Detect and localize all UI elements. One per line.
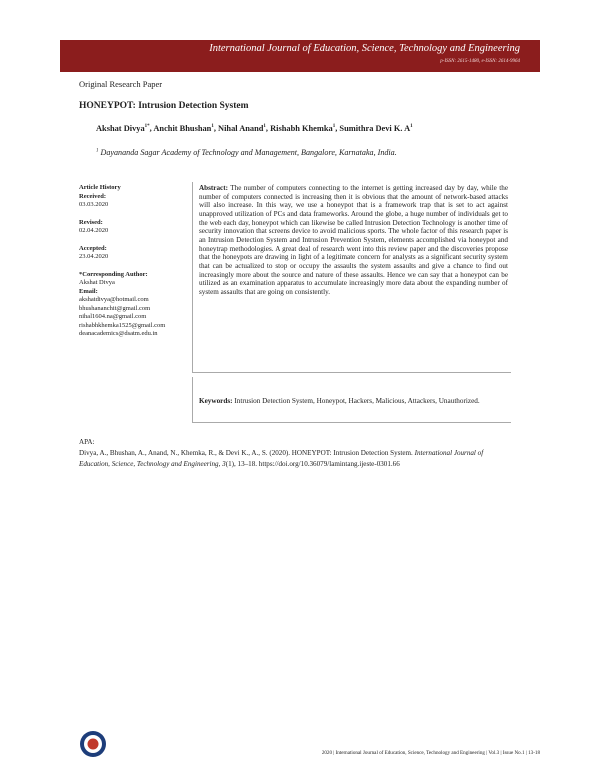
journal-banner — [60, 40, 540, 72]
author-sup: 1 — [410, 124, 413, 130]
article-history — [79, 184, 189, 339]
author-list: Akshat Divya$^{1*}$, Anchit Bhushan$^1$, Nihal Anand$^1$, Rishabh Khemka$^1$, Sumithra Devi K. $A^1$ — [96, 124, 413, 133]
accepted-label: Accepted: — [79, 244, 107, 252]
email-address[interactable]: akshatdivya@hotmail.com — [79, 296, 149, 303]
received-date: 03.03.2020 — [79, 201, 109, 208]
author-sup: 1 — [263, 124, 266, 130]
author-sup: 1 — [332, 124, 336, 130]
abstract-label: Abstract: — [199, 184, 228, 192]
affiliation — [96, 148, 397, 157]
author-name: Akshat Divya — [96, 124, 145, 133]
keywords — [199, 396, 508, 407]
citation-rest[interactable]: (1), 13–18. https://doi.org/10.36079/lamintang.ijeste-0301.66 — [225, 459, 400, 468]
revised-label: Revised: — [79, 218, 103, 226]
abstract-text: The number of computers connecting to the internet is getting increased day by day, while the number of computers connected is increasing then it is obvious that the amount of network-based attacks will also increase. In this way, we use a honeypot that is a framework trap that is set to act against unapproved utilization of PCs and data frameworks. Around the globe, a huge number of individuals get to the web each day, honeypot which can likewise be called Intrusion Detection Technology is another time of security innovation that screens device to avoid malicious sports. The whole factor of this research paper is an Intrusion Detection System and Intrusion Prevention System, elements accomplished via honeypot and honeytrap methodologies. A great deal of research went into this review paper and the discoveries propose that the honeypots are drawing in light of a legitimate concern for analysts as a significant security system that can be actualized to stop or occupy the assaults the system assaults and give a chance to find out increasingly more about the source and nature of these assaults. Hence we can say that a honeypot can be utilized as an examination apparatus to accumulate increasingly more data about the expanding number of system assaults that are going on consistently. — [199, 184, 508, 296]
author-name: Anchit Bhushan — [153, 124, 212, 133]
abstract — [199, 184, 508, 297]
revised-date: 02.04.2020 — [79, 227, 109, 234]
email-address[interactable]: bhushananchit@gmail.com — [79, 304, 151, 312]
history-heading: Article History — [79, 184, 121, 191]
author-sup: 1* — [144, 124, 150, 130]
citation-authors: Divya, A., Bhushan, A., Anand, N., Khemka, R., & Devi K., A., S. (2020). HONEYPOT: Intrusion Detection System. — [79, 448, 413, 457]
logo-core — [88, 739, 99, 750]
paper-type: Original Research Paper — [79, 79, 163, 89]
journal-logo-icon — [79, 730, 107, 758]
received-label: Received: — [79, 192, 107, 200]
keywords-label: Keywords: — [199, 397, 233, 405]
email-address[interactable]: rishabhkhemka1525@gmail.com — [79, 321, 166, 329]
journal-title: International Journal of Education, Science, Technology and Engineering — [209, 43, 520, 54]
accepted-date: 23.04.2020 — [79, 253, 109, 260]
author-name: Rishabh Khemka — [270, 124, 333, 133]
citation — [79, 437, 515, 469]
email-address[interactable]: deanacademics@dsatm.edu.in — [79, 330, 158, 337]
corresponding-name: Akshat Divya — [79, 279, 115, 286]
author-name: Sumithra Devi K. A — [339, 124, 411, 133]
affiliation-text: Dayananda Sagar Academy of Technology and Management, Bangalore, Karnataka, India. — [100, 148, 397, 157]
page-footer: 2020 | International Journal of Education, Science, Technology and Engineering | Vol.3 | Issue No.1 | 13-18 — [321, 750, 540, 756]
email-address[interactable]: nihal1604.na@gmail.com — [79, 313, 147, 320]
paper-title: HONEYPOT: Intrusion Detection System — [79, 101, 249, 111]
journal-issn: p-ISSN: 2615-1480, e-ISSN: 2614-9964 — [440, 59, 520, 64]
keywords-text: Intrusion Detection System, Honeypot, Hackers, Malicious, Attackers, Unauthorized. — [234, 397, 480, 405]
citation-journal: International Journal of Education, Science, Technology and Engineering, 3 — [79, 448, 484, 468]
author-sup: 1 — [211, 124, 214, 130]
citation-label: APA: — [79, 438, 95, 446]
email-label: Email: — [79, 287, 98, 295]
affiliation-sup: 1 — [96, 148, 99, 154]
corresponding-label: *Corresponding Author: — [79, 270, 148, 278]
author-name: Nihal Anand — [218, 124, 264, 133]
